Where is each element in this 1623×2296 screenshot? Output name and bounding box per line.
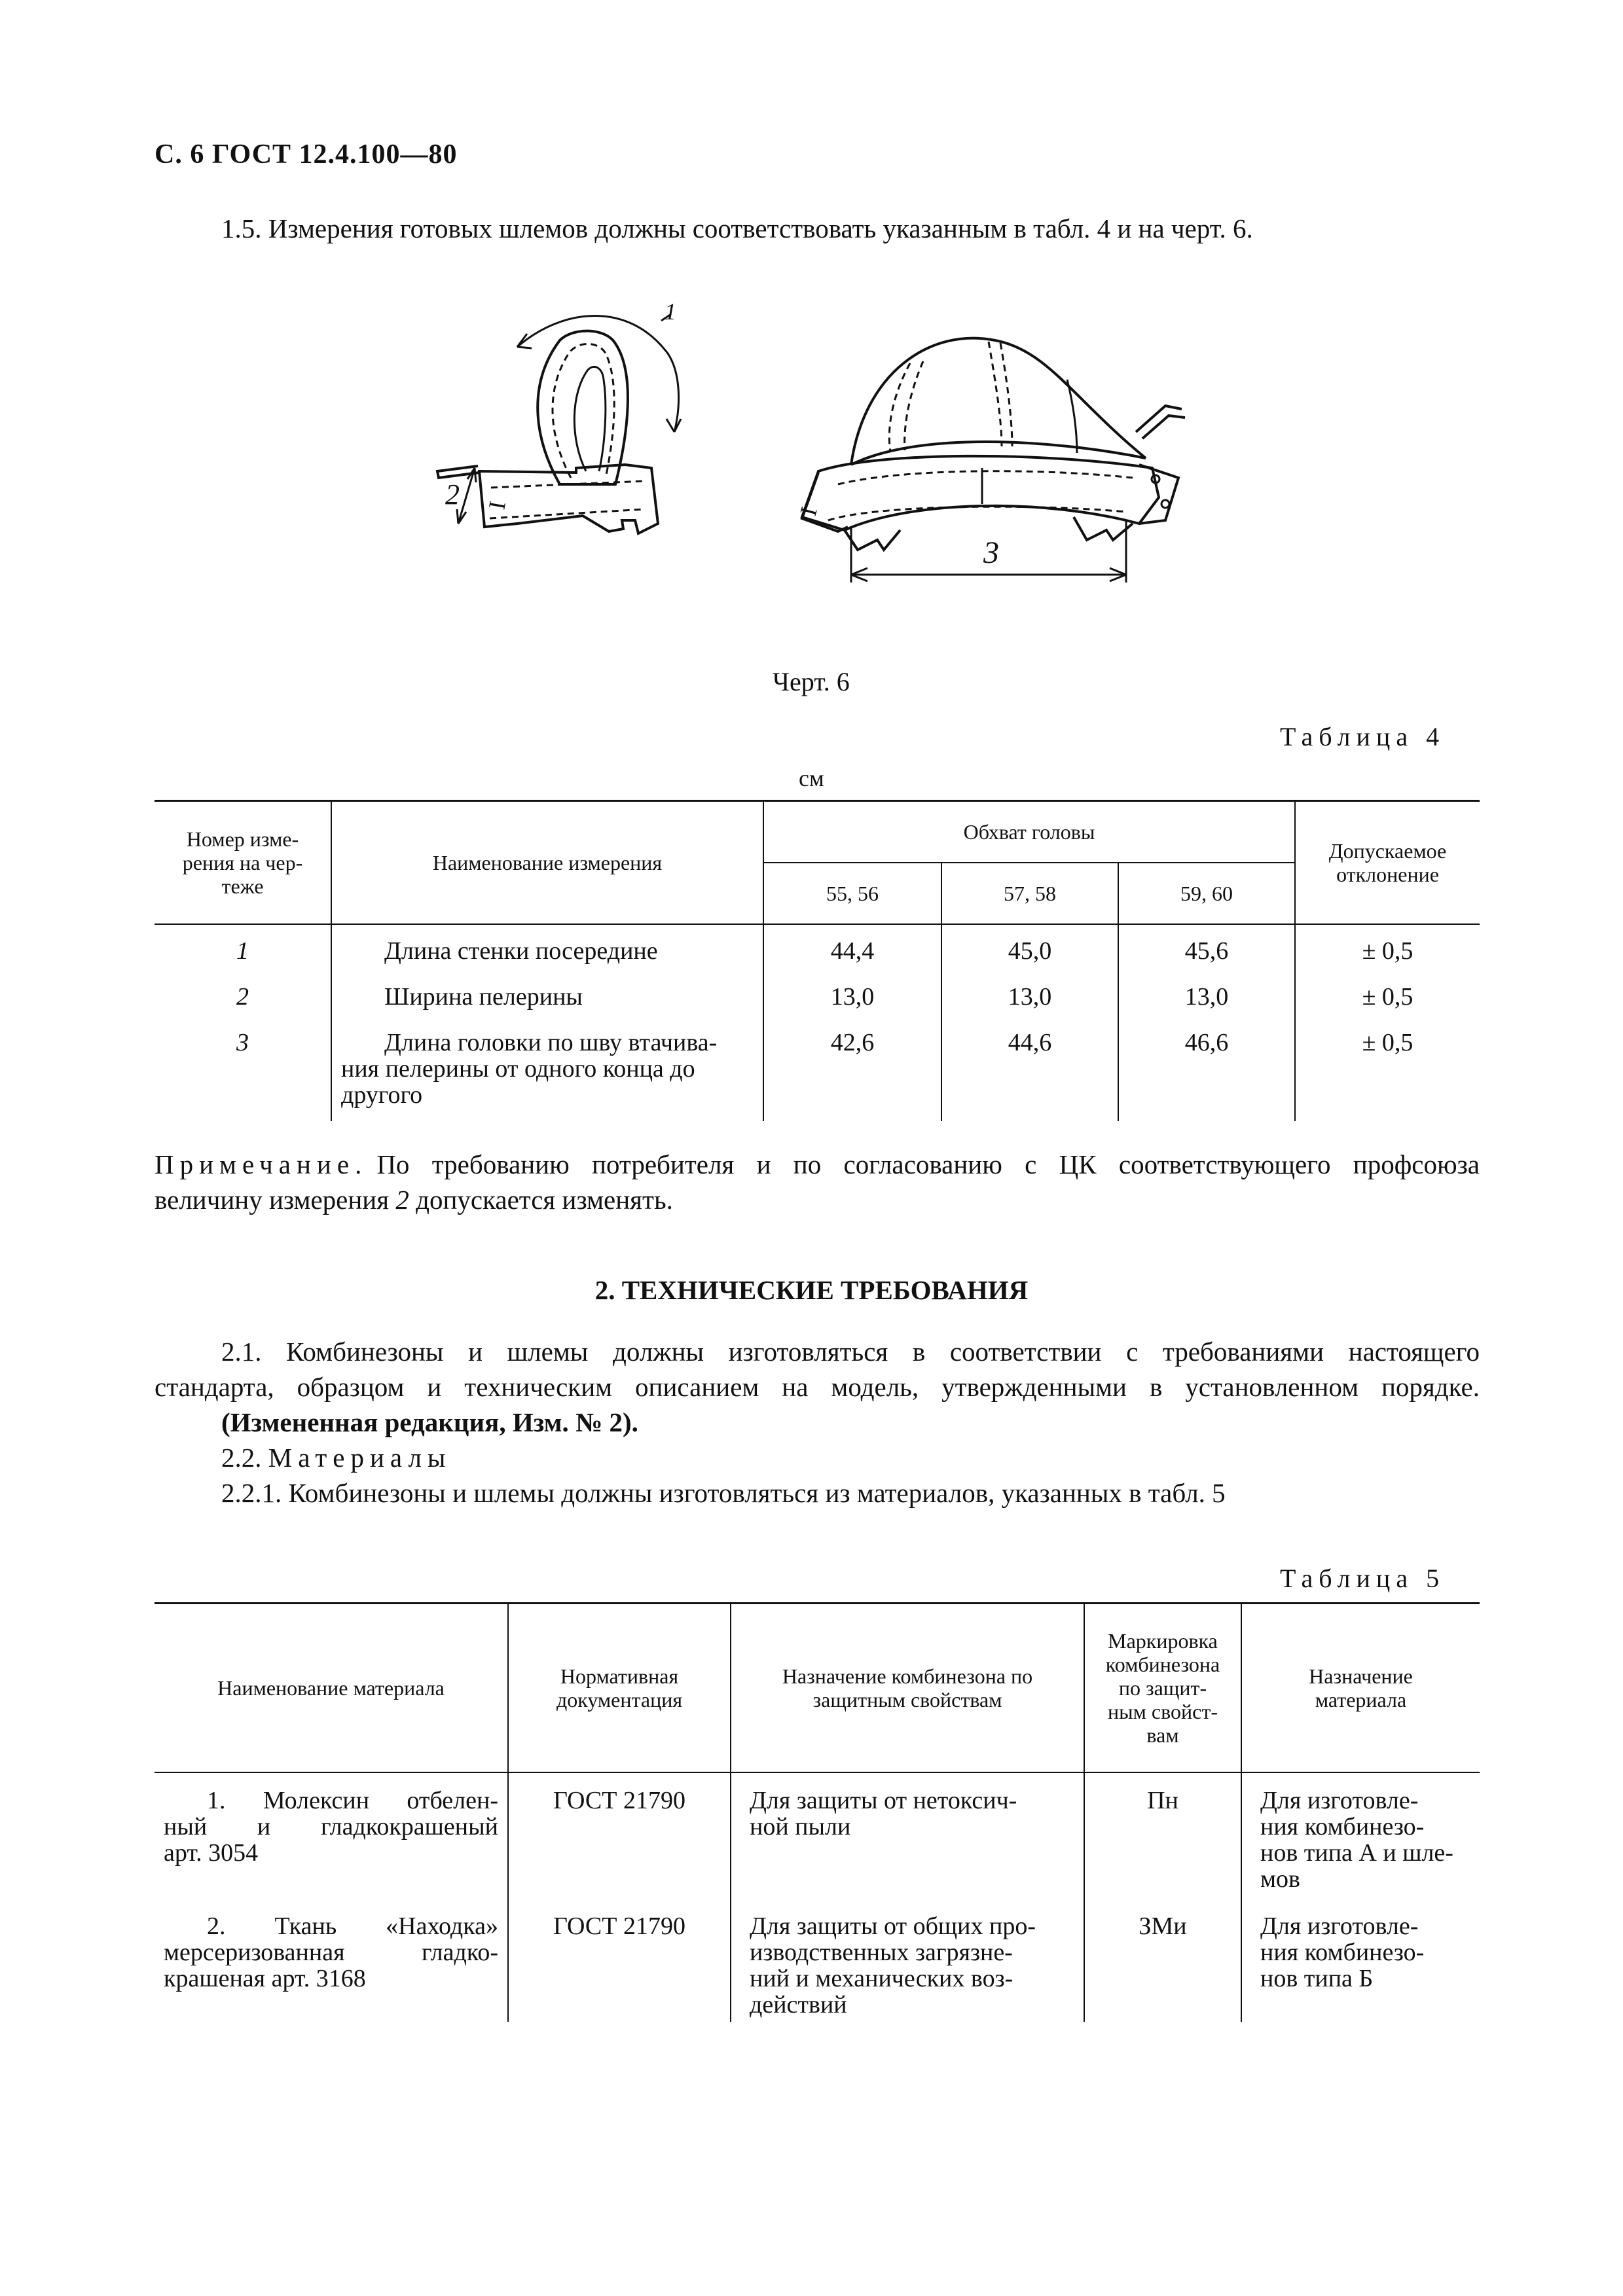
t4-cell-name bbox=[331, 1016, 763, 1121]
t4-header-number-line: рения на чер- bbox=[182, 851, 303, 874]
table4-unit: см bbox=[799, 765, 824, 791]
t4-cell-num: 3 bbox=[236, 1029, 249, 1056]
t5-row bbox=[155, 1772, 1480, 1910]
t4-row bbox=[155, 924, 1480, 971]
t4-cell-name-line: ния пелерины от одного конца до bbox=[341, 1055, 695, 1083]
t5-header-purpose-line: защитным свойствам bbox=[812, 1688, 1002, 1712]
t4-cell-tolerance: ± 0,5 bbox=[1295, 971, 1480, 1016]
t4-header-name: Наименование измерения bbox=[331, 801, 763, 925]
t5-header-purpose bbox=[731, 1604, 1084, 1773]
t5-header-marking-line: по защит- bbox=[1118, 1676, 1207, 1700]
t4-cell-tolerance: ± 0,5 bbox=[1295, 924, 1480, 971]
t5-cell-name-line: крашеная арт. 3168 bbox=[164, 1965, 366, 1992]
t5-cell-material-line: мов bbox=[1260, 1865, 1300, 1893]
t5-header-purpose-line: Назначение комбинезона по bbox=[782, 1664, 1033, 1688]
t5-cell-mark: Пн bbox=[1084, 1772, 1241, 1910]
t5-cell-name-line: 1. Молексин отбелен- bbox=[207, 1787, 498, 1814]
note-text-2b: допускается изменять. bbox=[409, 1185, 673, 1215]
t5-cell-name bbox=[155, 1910, 508, 2022]
t4-header-size: 57, 58 bbox=[941, 863, 1118, 924]
t4-header-tolerance-line: Допускаемое bbox=[1328, 839, 1447, 863]
t5-row bbox=[155, 1910, 1480, 2022]
label-roman-left: I bbox=[483, 499, 511, 512]
t5-header-marking bbox=[1084, 1604, 1241, 1773]
t4-header-size: 59, 60 bbox=[1118, 863, 1295, 924]
t4-cell-name: Длина стенки посередине bbox=[331, 924, 763, 971]
t5-cell-material bbox=[1241, 1772, 1480, 1910]
t5-cell-material bbox=[1241, 1910, 1480, 2022]
t5-cell-material-line: Для изготовле- bbox=[1260, 1787, 1419, 1814]
note-text-1: По требованию потребителя и по согласованию с ЦК соответствующего профсоюза bbox=[376, 1149, 1480, 1179]
t4-header-tolerance bbox=[1295, 801, 1480, 925]
p2-2-num: 2.2. bbox=[221, 1443, 268, 1473]
t5-cell-material-line: нов типа Б bbox=[1260, 1965, 1374, 1992]
t5-cell-purpose-line: Для защиты от нетоксич- bbox=[750, 1787, 1017, 1814]
page-header: С. 6 ГОСТ 12.4.100—80 bbox=[155, 139, 458, 170]
t5-cell-material-line: Для изготовле- bbox=[1260, 1912, 1419, 1940]
t4-header-tolerance-line: отклонение bbox=[1336, 863, 1439, 886]
t4-header-group: Обхват головы bbox=[763, 801, 1295, 863]
t4-header-number bbox=[155, 801, 331, 925]
t5-cell-purpose-line: ной пыли bbox=[750, 1813, 851, 1840]
table4-note bbox=[155, 1147, 1480, 1217]
label-3: 3 bbox=[983, 535, 999, 570]
figure-caption: Черт. 6 bbox=[773, 667, 850, 696]
t5-cell-name-line: ный и гладкокрашеный bbox=[164, 1813, 498, 1840]
t4-cell-value: 13,0 bbox=[763, 971, 941, 1016]
table5-title: Таблица 5 bbox=[1280, 1564, 1446, 1593]
t5-header-material-purpose-line: Назначение bbox=[1309, 1664, 1413, 1688]
p2-2-1: 2.2.1. Комбинезоны и шлемы должны изготовляться из материалов, указанных в табл. 5 bbox=[221, 1478, 1226, 1508]
t4-cell-value: 44,4 bbox=[763, 924, 941, 971]
section-2-body bbox=[155, 1334, 1480, 1511]
t4-header-number-line: теже bbox=[221, 874, 264, 898]
paragraph-1-5: 1.5. Измерения готовых шлемов должны соответствовать указанным в табл. 4 и на черт. 6. bbox=[221, 213, 1253, 243]
t5-cell-purpose bbox=[731, 1910, 1084, 2022]
note-label: Примечание. bbox=[155, 1149, 368, 1179]
table4-title: Таблица 4 bbox=[1280, 722, 1446, 751]
t4-cell-tolerance: ± 0,5 bbox=[1295, 1016, 1480, 1121]
t4-cell-value: 46,6 bbox=[1118, 1016, 1295, 1121]
amended-note: (Измененная редакция, Изм. № 2). bbox=[221, 1407, 638, 1437]
t4-cell-value: 13,0 bbox=[941, 971, 1118, 1016]
helmet-drawing bbox=[419, 301, 1192, 615]
t4-cell-value: 13,0 bbox=[1118, 971, 1295, 1016]
t4-row bbox=[155, 971, 1480, 1016]
p2-2 bbox=[155, 1440, 1480, 1475]
t4-cell-num: 2 bbox=[236, 983, 249, 1011]
note-text-2-num: 2 bbox=[395, 1185, 409, 1215]
t5-cell-material-line: ния комбинезо- bbox=[1260, 1939, 1425, 1966]
t5-cell-material-line: ния комбинезо- bbox=[1260, 1813, 1425, 1840]
table-5 bbox=[155, 1602, 1480, 2022]
t4-cell-name: Ширина пелерины bbox=[331, 971, 763, 1016]
t5-cell-doc: ГОСТ 21790 bbox=[508, 1910, 731, 2022]
t4-cell-value: 45,6 bbox=[1118, 924, 1295, 971]
t5-cell-purpose-line: действий bbox=[750, 1991, 847, 2018]
t5-header-material-purpose bbox=[1241, 1604, 1480, 1773]
t5-cell-purpose-line: ний и механических воз- bbox=[750, 1965, 1013, 1992]
t4-header-number-line: Номер изме- bbox=[186, 827, 299, 851]
note-line-2 bbox=[155, 1182, 1480, 1217]
t5-header-docs-line: Нормативная bbox=[560, 1664, 679, 1688]
label-2: 2 bbox=[445, 478, 460, 511]
t5-header-marking-line: вам bbox=[1146, 1723, 1179, 1747]
p2-2-word: Материалы bbox=[268, 1443, 452, 1473]
t5-cell-doc: ГОСТ 21790 bbox=[508, 1772, 731, 1910]
t4-header-size: 55, 56 bbox=[763, 863, 941, 924]
t5-header-docs-line: документация bbox=[556, 1688, 683, 1712]
table-4 bbox=[155, 800, 1480, 1121]
label-1: 1 bbox=[665, 301, 676, 325]
t4-cell-name-line: другого bbox=[341, 1081, 423, 1109]
t5-cell-purpose-line: Для защиты от общих про- bbox=[750, 1912, 1036, 1940]
t5-cell-purpose-line: изводственных загрязне- bbox=[750, 1939, 1013, 1966]
p2-1-line-2: стандарта, образцом и техническим описанием на модель, утвержденными в установленном порядке. bbox=[155, 1372, 1480, 1402]
t5-cell-name bbox=[155, 1772, 508, 1910]
t4-cell-value: 45,0 bbox=[941, 924, 1118, 971]
p2-1-line-1: 2.1. Комбинезоны и шлемы должны изготовляться в соответствии с требованиями настоящего bbox=[221, 1336, 1480, 1367]
t5-header-marking-line: Маркировка bbox=[1108, 1629, 1218, 1653]
label-roman-right: I bbox=[795, 504, 822, 519]
note-line-1 bbox=[155, 1147, 1480, 1182]
t5-cell-name-line: 2. Ткань «Находка» bbox=[207, 1912, 498, 1940]
t5-header-material: Наименование материала bbox=[155, 1604, 508, 1773]
t4-cell-num: 1 bbox=[236, 937, 249, 965]
t5-cell-name-line: арт. 3054 bbox=[164, 1839, 259, 1867]
t4-cell-name-line: Длина головки по шву втачива- bbox=[384, 1029, 718, 1056]
t5-header-marking-line: комбинезона bbox=[1105, 1653, 1220, 1676]
helmet-side-view bbox=[437, 314, 681, 533]
t4-cell-value: 42,6 bbox=[763, 1016, 941, 1121]
t4-cell-value: 44,6 bbox=[941, 1016, 1118, 1121]
section-2-heading: 2. ТЕХНИЧЕСКИЕ ТРЕБОВАНИЯ bbox=[594, 1275, 1029, 1305]
t5-cell-purpose bbox=[731, 1772, 1084, 1910]
t5-cell-name-line: мерсеризованная гладко- bbox=[164, 1939, 498, 1966]
t5-header-marking-line: ным свойст- bbox=[1108, 1700, 1218, 1723]
helmet-front-view bbox=[795, 338, 1185, 583]
note-text-2a: величину измерения bbox=[155, 1185, 396, 1215]
t5-header-material-purpose-line: материала bbox=[1315, 1688, 1407, 1712]
t5-cell-mark: ЗМи bbox=[1084, 1910, 1241, 2022]
t5-header-docs bbox=[508, 1604, 731, 1773]
t5-cell-material-line: нов типа А и шле- bbox=[1260, 1839, 1453, 1867]
t4-row bbox=[155, 1016, 1480, 1121]
